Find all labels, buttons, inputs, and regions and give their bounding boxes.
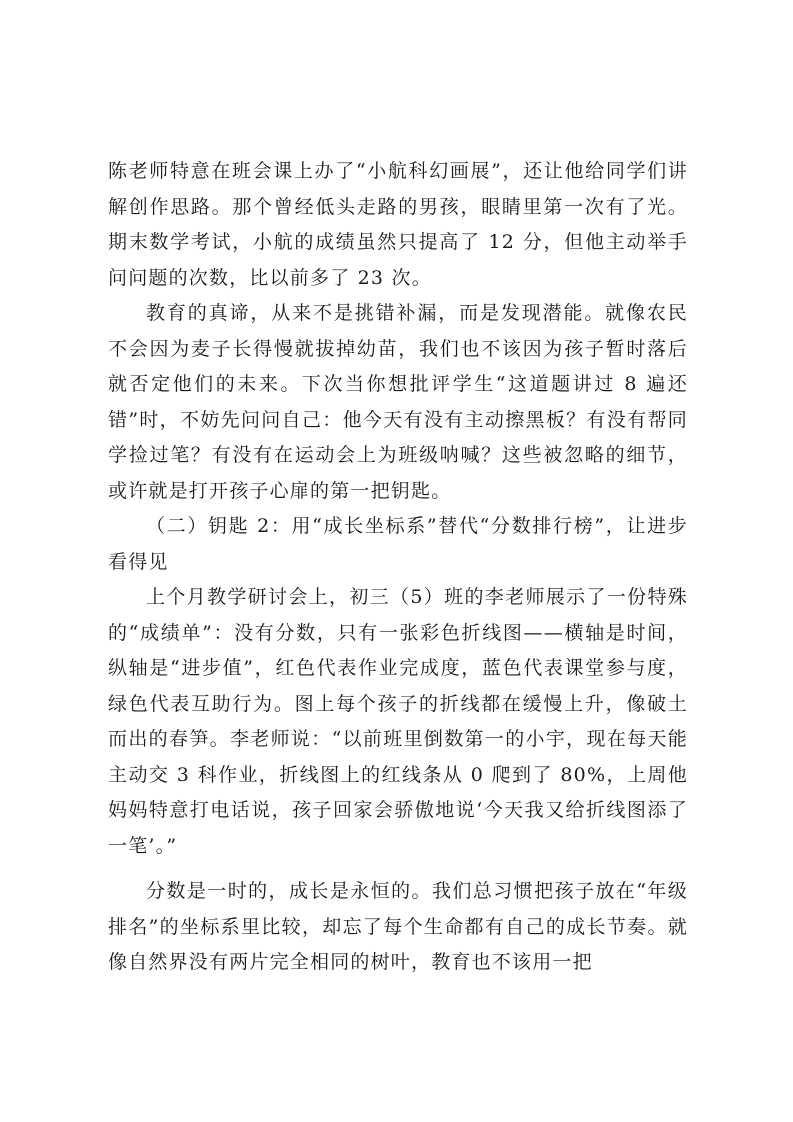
- document-body: [108, 154, 688, 981]
- section-heading: （二）钥匙 2：用“成长坐标系”替代“分数排行榜”，让进步看得见: [108, 515, 688, 573]
- paragraph-1: 陈老师特意在班会课上办了“小航科幻画展”，还让他给同学们讲解创作思路。那个曾经低头走路的男孩，眼睛里第一次有了光。期末数学考试，小航的成绩虽然只提高了 12 分，但他主动举手问问题的次数，比以前多了 23 次。: [108, 160, 688, 289]
- paragraph-2: 教育的真谛，从来不是挑错补漏，而是发现潜能。就像农民不会因为麦子长得慢就拔掉幼苗，我们也不该因为孩子暂时落后就否定他们的未来。下次当你想批评学生“这道题讲过 8 遍还错”时，不妨先问问自己：他今天有没有主动擦黑板？有没有帮同学捡过笔？有没有在运动会上为班级呐喊？这些被忽略的细节，或许就是打开孩子心扉的第一把钥匙。: [108, 302, 688, 502]
- paragraph-4: 分数是一时的，成长是永恒的。我们总习惯把孩子放在“年级排名”的坐标系里比较，却忘了每个生命都有自己的成长节奏。就像自然界没有两片完全相同的树叶，教育也不该用一把: [108, 880, 688, 973]
- paragraph-3: 上个月教学研讨会上，初三（5）班的李老师展示了一份特殊的“成绩单”：没有分数，只有一张彩色折线图——横轴是时间，纵轴是“进步值”，红色代表作业完成度，蓝色代表课堂参与度，绿色代表互助行为。图上每个孩子的折线都在缓慢上升，像破土而出的春笋。李老师说：“以前班里倒数第一的小宇，现在每天能主动交 3 科作业，折线图上的红线条从 0 爬到了 80%，上周他妈妈特意打电话说，孩子回家会骄傲地说‘今天我又给折线图添了一笔’。”: [108, 586, 688, 857]
